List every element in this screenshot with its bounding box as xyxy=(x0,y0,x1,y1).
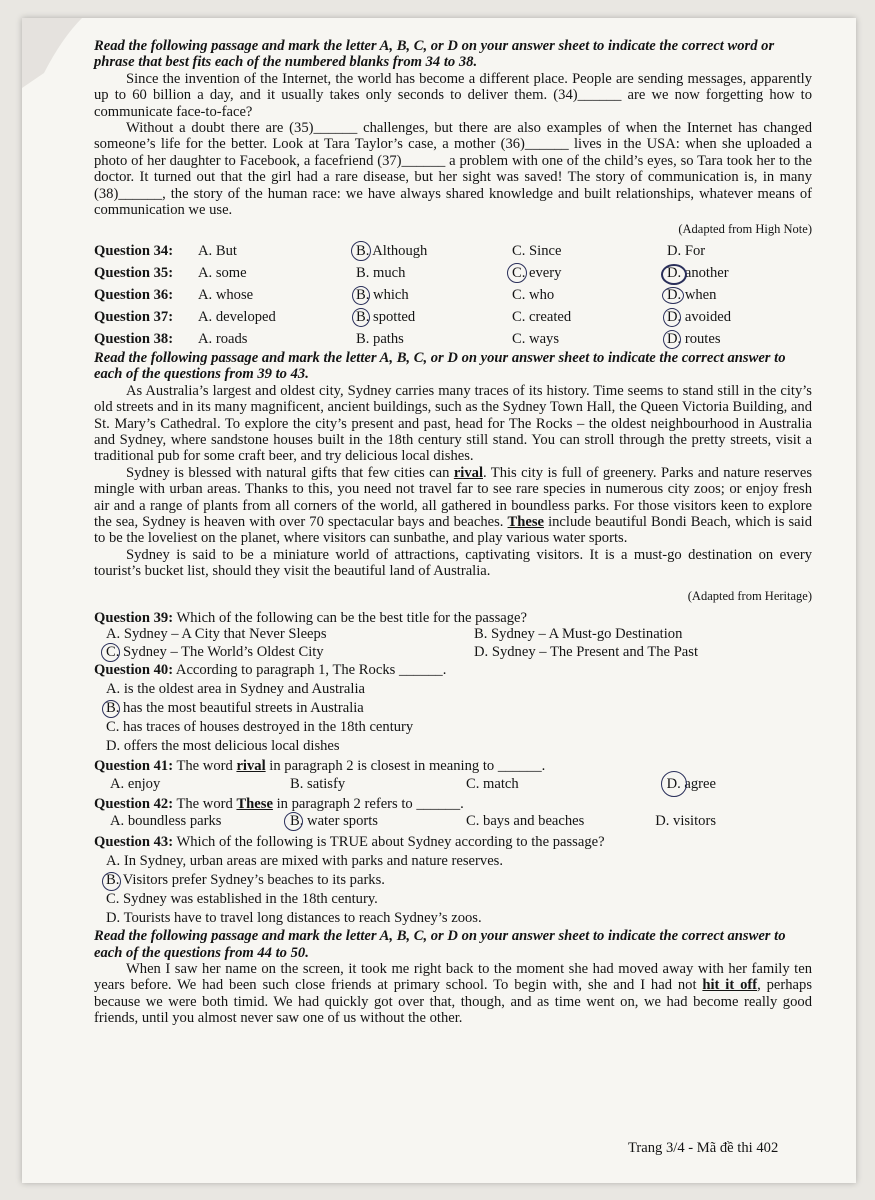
option-d[interactable]: D. Tourists have to travel long distances to reach Sydney’s zoos. xyxy=(106,910,482,927)
option-a[interactable]: A. In Sydney, urban areas are mixed with parks and nature reserves. xyxy=(106,853,503,870)
paragraph-text: When I saw her name on the screen, it took me right back to the moment she had moved away with her family ten years before. We had been such close friends at primary school. To begin with, she and I had not xyxy=(94,961,812,994)
option-a[interactable]: A. But xyxy=(198,242,237,259)
section3-instruction: Read the following passage and mark the letter A, B, C, or D on your answer sheet to indicate the correct answer to each of the questions from 44 to 50. xyxy=(94,928,786,961)
question-label: Question 34: xyxy=(94,242,174,259)
option-a[interactable]: A. whose xyxy=(198,286,254,303)
paragraph-text: include beautiful Bondi Beach, which is said to be the loveliest on the planet, where visitors can sunbathe, and play various water sports. xyxy=(94,513,812,547)
option-a[interactable]: A. enjoy xyxy=(110,775,161,792)
option-d-text: D. agree xyxy=(666,775,716,792)
option-b[interactable]: B. Sydney – A Must-go Destination xyxy=(474,626,683,643)
highlighted-word-rival: rival xyxy=(453,464,483,481)
option-d-text: D. another xyxy=(667,264,729,281)
question-35-row xyxy=(94,262,812,284)
option-c[interactable]: C. has traces of houses destroyed in the 18th century xyxy=(106,719,414,736)
paragraph-text: , perhaps because we were both timid. We had quickly got over that, though, and as time went on, we had become really good friends, until you almost never saw one of us without the other. xyxy=(94,977,812,1027)
question-34-row xyxy=(94,240,812,262)
option-c[interactable]: C. created xyxy=(512,308,572,325)
option-c[interactable]: C. Since xyxy=(512,242,562,259)
question-39 xyxy=(94,610,812,661)
pen-circle-mark xyxy=(352,286,370,305)
cloze-question-table xyxy=(94,240,812,350)
pen-circle-mark xyxy=(661,771,687,797)
pen-circle-mark xyxy=(507,263,527,283)
option-b[interactable]: B. paths xyxy=(356,330,404,347)
question-42 xyxy=(94,796,812,831)
pen-circle-mark xyxy=(352,308,370,327)
option-c[interactable]: C. ways xyxy=(512,330,560,347)
question-label: Question 40: xyxy=(94,662,174,679)
pen-circle-mark xyxy=(662,287,684,304)
section1-instruction: Read the following passage and mark the letter A, B, C, or D on your answer sheet to indicate the correct word or phrase that best fits each of the numbered blanks from 34 to 38. xyxy=(94,38,775,71)
section1-source: (Adapted from High Note) xyxy=(678,222,812,237)
options-cd xyxy=(466,812,716,831)
option-b-text: B. has the most beautiful streets in Australia xyxy=(106,700,364,717)
option-d-text: D. when xyxy=(667,286,717,303)
option-b-text: B. which xyxy=(356,286,409,303)
question-36-row xyxy=(94,284,812,306)
option-c[interactable]: C. Sydney was established in the 18th century. xyxy=(106,891,378,908)
question-stem-a: The word xyxy=(176,758,237,775)
question-43 xyxy=(94,833,812,928)
question-stem-b: in paragraph 2 refers to ______. xyxy=(272,795,464,812)
question-label: Question 36: xyxy=(94,286,174,303)
option-b[interactable]: B. much xyxy=(356,264,406,281)
question-label: Question 39: xyxy=(94,609,174,626)
option-d[interactable]: D. visitors xyxy=(655,813,716,830)
question-37-row xyxy=(94,306,812,328)
pen-circle-mark xyxy=(351,241,371,261)
pen-circle-mark xyxy=(101,643,120,662)
question-stem-b: in paragraph 2 is closest in meaning to ______. xyxy=(265,758,546,775)
question-label: Question 37: xyxy=(94,308,174,325)
option-c[interactable]: C. bays and beaches xyxy=(466,813,585,830)
option-b[interactable] xyxy=(356,240,512,262)
option-d[interactable] xyxy=(667,328,812,350)
pen-circle-mark xyxy=(663,308,681,327)
pen-circle-mark xyxy=(102,872,121,891)
option-c[interactable] xyxy=(512,262,667,284)
option-a[interactable]: A. roads xyxy=(198,330,248,347)
section2-source: (Adapted from Heritage) xyxy=(687,588,812,603)
question-stem: Which of the following is TRUE about Sydney according to the passage? xyxy=(176,834,605,851)
question-label: Question 35: xyxy=(94,264,174,281)
question-stem: Which of the following can be the best title for the passage? xyxy=(176,609,527,626)
option-b[interactable] xyxy=(94,871,812,890)
question-keyword: rival xyxy=(236,758,266,775)
option-d[interactable]: D. For xyxy=(667,242,706,259)
options-cd xyxy=(466,775,716,794)
page-content xyxy=(94,38,812,1027)
option-b-text: B. spotted xyxy=(356,308,416,325)
section3-paragraph-1 xyxy=(94,961,812,1027)
option-d[interactable] xyxy=(667,262,812,284)
option-d[interactable] xyxy=(667,306,812,328)
question-stem: According to paragraph 1, The Rocks ______. xyxy=(175,662,447,679)
option-b[interactable] xyxy=(356,284,512,306)
option-c-text: C. every xyxy=(512,264,562,281)
option-a[interactable]: A. Sydney – A City that Never Sleeps xyxy=(106,626,327,643)
option-b-text: B. Although xyxy=(356,242,428,259)
option-b[interactable]: B. satisfy xyxy=(290,775,346,792)
paragraph-text: Sydney is blessed with natural gifts that few cities can xyxy=(126,464,454,481)
option-d[interactable]: D. offers the most delicious local dishes xyxy=(106,738,340,755)
option-d[interactable] xyxy=(667,284,812,306)
option-d-text: D. routes xyxy=(667,330,721,347)
pen-circle-mark xyxy=(663,330,681,349)
option-d-text: D. avoided xyxy=(667,308,732,325)
option-a[interactable]: A. boundless parks xyxy=(110,813,222,830)
section2-paragraph-2 xyxy=(94,465,812,547)
page-corner-stamp xyxy=(22,18,92,88)
option-d[interactable]: D. Sydney – The Present and The Past xyxy=(474,643,699,660)
section1-paragraph-1: Since the invention of the Internet, the world has become a different place. People are sending messages, apparently up to 60 billion a day, and it usually takes only seconds to deliver them. (34)______ are we now forgetting how to communicate face-to-face? xyxy=(94,70,812,120)
question-stem-a: The word xyxy=(176,795,237,812)
question-label: Question 43: xyxy=(94,834,174,851)
question-38-row xyxy=(94,328,812,350)
highlighted-phrase-hit-it-off: hit it off xyxy=(702,977,758,994)
option-c-text: C. Sydney – The World’s Oldest City xyxy=(106,643,324,660)
question-label: Question 41: xyxy=(94,758,174,775)
page-footer: Trang 3/4 - Mã đề thi 402 xyxy=(628,1140,779,1156)
question-41 xyxy=(94,758,812,793)
highlighted-word-these: These xyxy=(507,513,544,530)
question-keyword: These xyxy=(236,795,273,812)
option-b[interactable] xyxy=(94,699,812,718)
option-b-text: B. water sports xyxy=(290,813,378,830)
option-c[interactable] xyxy=(106,644,474,662)
exam-page xyxy=(22,18,856,1183)
section2-paragraph-3: Sydney is said to be a miniature world of attractions, captivating visitors. It is a must-go destination on every tourist’s bucket list, should they visit the beautiful land of Australia. xyxy=(94,546,812,580)
section2-instruction: Read the following passage and mark the letter A, B, C, or D on your answer sheet to indicate the correct answer to each of the questions from 39 to 43. xyxy=(94,349,786,383)
option-a[interactable]: A. is the oldest area in Sydney and Australia xyxy=(106,681,365,698)
option-b-text: B. Visitors prefer Sydney’s beaches to its parks. xyxy=(106,872,385,889)
option-b[interactable] xyxy=(356,306,512,328)
option-b[interactable] xyxy=(290,812,466,831)
section1-paragraph-2: Without a doubt there are (35)______ challenges, but there are also examples of when the Internet has changed someone’s life for the better. Look at Tara Taylor’s case, a mother (36)______ lives in the USA: when she uploaded a photo of her daughter to Facebook, a facefriend (37)______ a problem with one of the child’s eyes, so Tara took her to the doctor. It turned out that the girl had a rare disease, but her sight was saved! The story of communication is, in many (38)______, the story of the human race: we have always shared knowledge and built relationships, whatever means of communication we use. xyxy=(94,120,812,219)
question-label: Question 38: xyxy=(94,330,174,347)
pen-circle-mark xyxy=(661,264,687,285)
question-40 xyxy=(94,661,812,756)
question-label: Question 42: xyxy=(94,795,174,812)
option-a[interactable]: A. developed xyxy=(198,308,276,325)
option-c[interactable]: C. who xyxy=(512,286,555,303)
option-d[interactable] xyxy=(667,775,716,794)
option-c[interactable]: C. match xyxy=(466,775,519,792)
paragraph-text: . This city is full of greenery. Parks and nature reserves mingle with urban areas. Thanks to this, you need not travel far to see rare species in numerous city zoos; or enjoy fresh air and a range of plants from all corners of the world, all gathered in boundless parks. For those visitors keen to explore the sea, Sydney is heaven with over 70 spectacular bays and beaches. xyxy=(94,464,812,530)
option-a[interactable]: A. some xyxy=(198,264,247,281)
section2-paragraph-1: As Australia’s largest and oldest city, Sydney carries many traces of its history. Time seems to stand still in the city’s old streets and in its many magnificent, ancient buildings, such as the Sydney Town Hall, the Queen Victoria Building, and St. Mary’s Cathedral. To explore the city’s present and past, head for The Rocks – the oldest neighbourhood in Australia and Sydney, where sandstone houses built in the 18th century still stand. You can stroll through the pretty streets, visit a traditional pub for some craft beer, and try delicious local dishes. xyxy=(94,382,812,465)
